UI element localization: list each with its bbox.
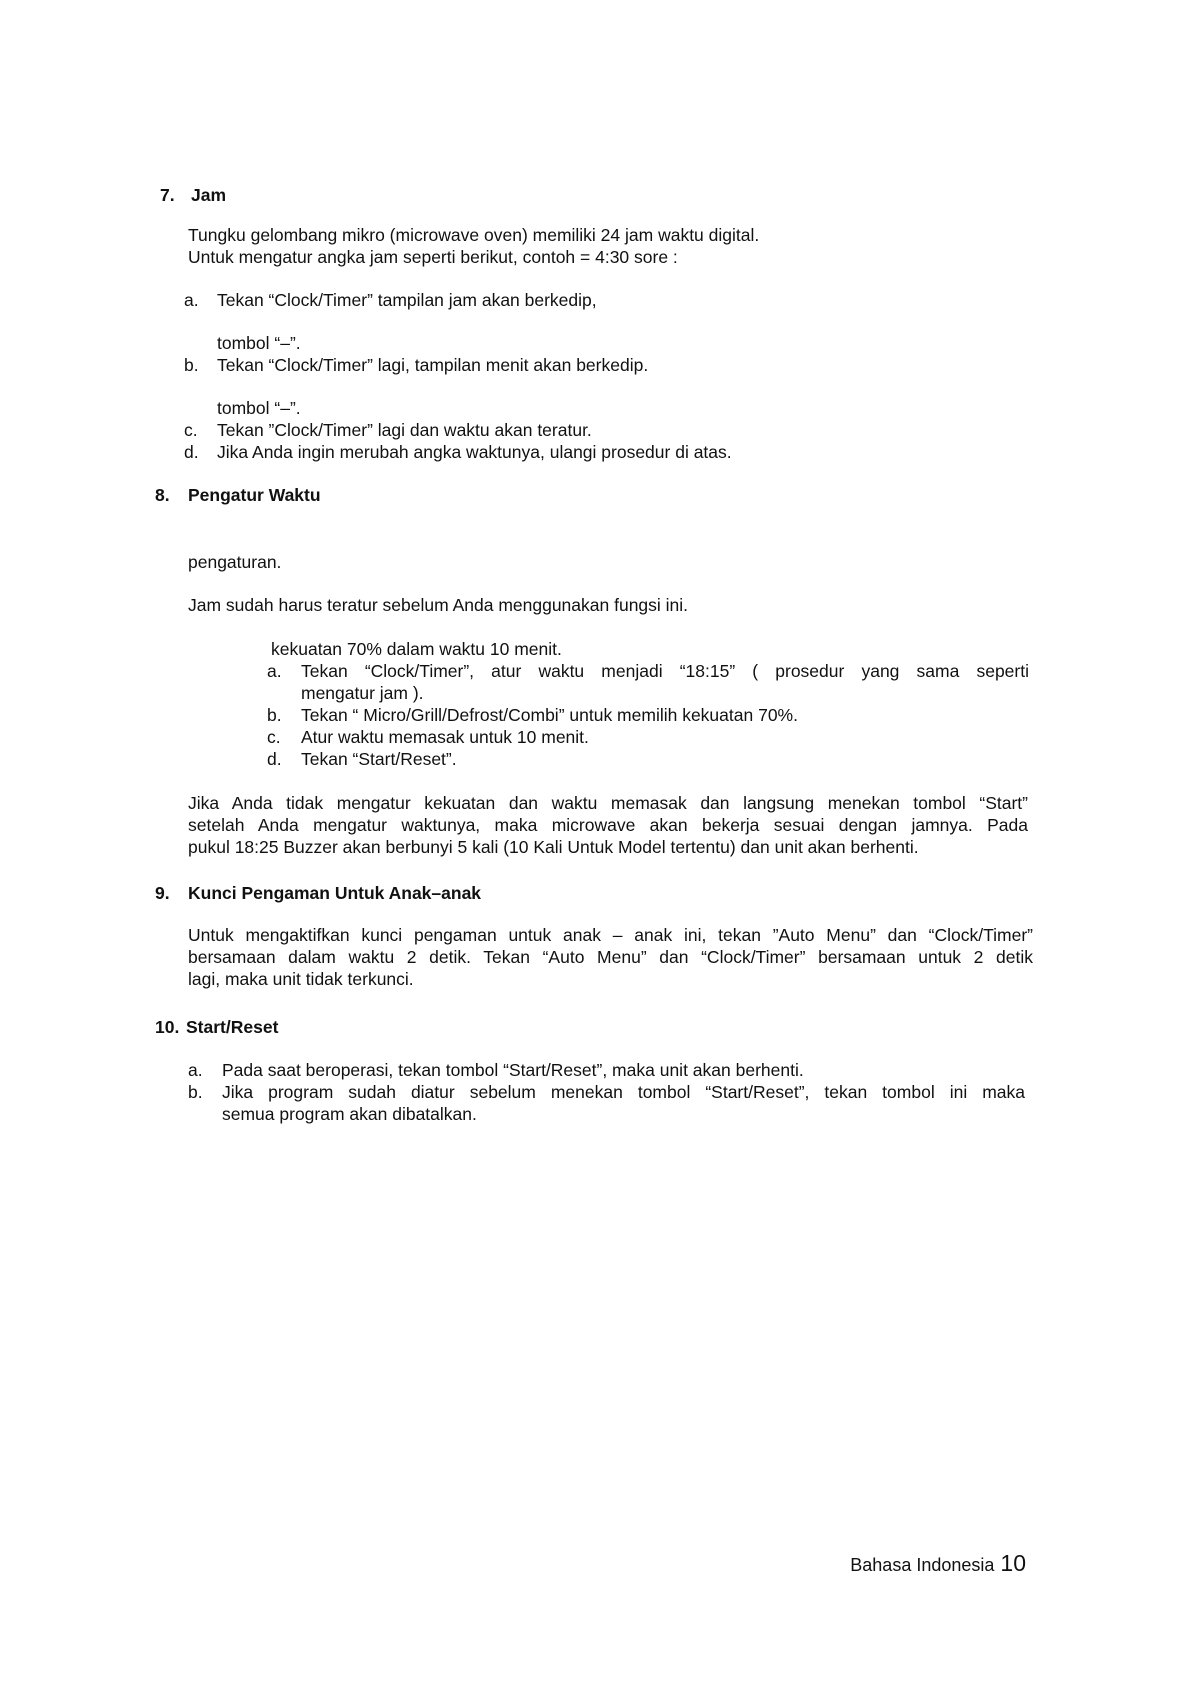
section-10-step-b-label: b.	[188, 1082, 203, 1102]
section-10-step-a-text: Pada saat beroperasi, tekan tombol “Start/Reset”, maka unit akan berhenti.	[222, 1060, 804, 1080]
section-7-step-d-label: d.	[184, 442, 199, 462]
section-10-title: Start/Reset	[186, 1017, 279, 1037]
section-9-number: 9.	[155, 883, 170, 903]
section-10-step-b-line-1: Jika program sudah diatur sebelum menekan tombol “Start/Reset”, tekan tombol ini maka	[222, 1082, 1025, 1102]
section-7-number: 7.	[160, 185, 175, 205]
section-8-note-line-3: pukul 18:25 Buzzer akan berbunyi 5 kali (10 Kali Untuk Model tertentu) dan unit akan berhenti.	[188, 837, 919, 857]
section-8-step-c-label: c.	[267, 727, 281, 747]
section-8-step-b-text: Tekan “ Micro/Grill/Defrost/Combi” untuk memilih kekuatan 70%.	[301, 705, 798, 725]
section-8-example: kekuatan 70% dalam waktu 10 menit.	[271, 639, 562, 659]
section-8-step-a-line-1: Tekan “Clock/Timer”, atur waktu menjadi “18:15” ( prosedur yang sama seperti	[301, 661, 1029, 681]
section-8-paragraph-1: pengaturan.	[188, 552, 282, 572]
section-8-title: Pengatur Waktu	[188, 485, 321, 505]
section-7-step-a-cont: tombol “–”.	[217, 333, 301, 353]
section-8-step-a-line-2: mengatur jam ).	[301, 683, 424, 703]
section-7-step-a-label: a.	[184, 290, 199, 310]
section-9-line-1: Untuk mengaktifkan kunci pengaman untuk anak – anak ini, tekan ”Auto Menu” dan “Clock/Timer”	[188, 925, 1033, 945]
page-number: 10	[1000, 1550, 1026, 1576]
section-8-step-d-text: Tekan “Start/Reset”.	[301, 749, 457, 769]
section-8-step-a-label: a.	[267, 661, 282, 681]
page-footer	[850, 1550, 1026, 1577]
section-7-step-b-text: Tekan “Clock/Timer” lagi, tampilan menit akan berkedip.	[217, 355, 649, 375]
section-8-paragraph-2: Jam sudah harus teratur sebelum Anda menggunakan fungsi ini.	[188, 595, 689, 615]
section-8-step-b-label: b.	[267, 705, 282, 725]
section-7-step-b-label: b.	[184, 355, 199, 375]
section-9-line-2: bersamaan dalam waktu 2 detik. Tekan “Auto Menu” dan “Clock/Timer” bersamaan untuk 2 detik	[188, 947, 1033, 967]
section-10-step-a-label: a.	[188, 1060, 203, 1080]
footer-language: Bahasa Indonesia	[850, 1555, 995, 1575]
section-8-note-line-2: setelah Anda mengatur waktunya, maka microwave akan bekerja sesuai dengan jamnya. Pada	[188, 815, 1028, 835]
section-7-intro-line-1: Tungku gelombang mikro (microwave oven) memiliki 24 jam waktu digital.	[188, 225, 760, 245]
section-9-line-3: lagi, maka unit tidak terkunci.	[188, 969, 414, 989]
section-7-intro-line-2: Untuk mengatur angka jam seperti berikut, contoh = 4:30 sore :	[188, 247, 678, 267]
section-8-step-d-label: d.	[267, 749, 282, 769]
section-7-step-d-text: Jika Anda ingin merubah angka waktunya, ulangi prosedur di atas.	[217, 442, 732, 462]
section-7-step-c-text: Tekan ”Clock/Timer” lagi dan waktu akan teratur.	[217, 420, 592, 440]
section-10-number: 10.	[155, 1017, 180, 1037]
section-7-step-b-cont: tombol “–”.	[217, 398, 301, 418]
section-8-step-c-text: Atur waktu memasak untuk 10 menit.	[301, 727, 589, 747]
section-8-number: 8.	[155, 485, 170, 505]
section-8-note-line-1: Jika Anda tidak mengatur kekuatan dan waktu memasak dan langsung menekan tombol “Start”	[188, 793, 1028, 813]
section-7-title: Jam	[191, 185, 227, 205]
section-9-title: Kunci Pengaman Untuk Anak–anak	[188, 883, 482, 903]
section-7-step-c-label: c.	[184, 420, 198, 440]
section-7-step-a-text: Tekan “Clock/Timer” tampilan jam akan berkedip,	[217, 290, 597, 310]
section-10-step-b-line-2: semua program akan dibatalkan.	[222, 1104, 477, 1124]
